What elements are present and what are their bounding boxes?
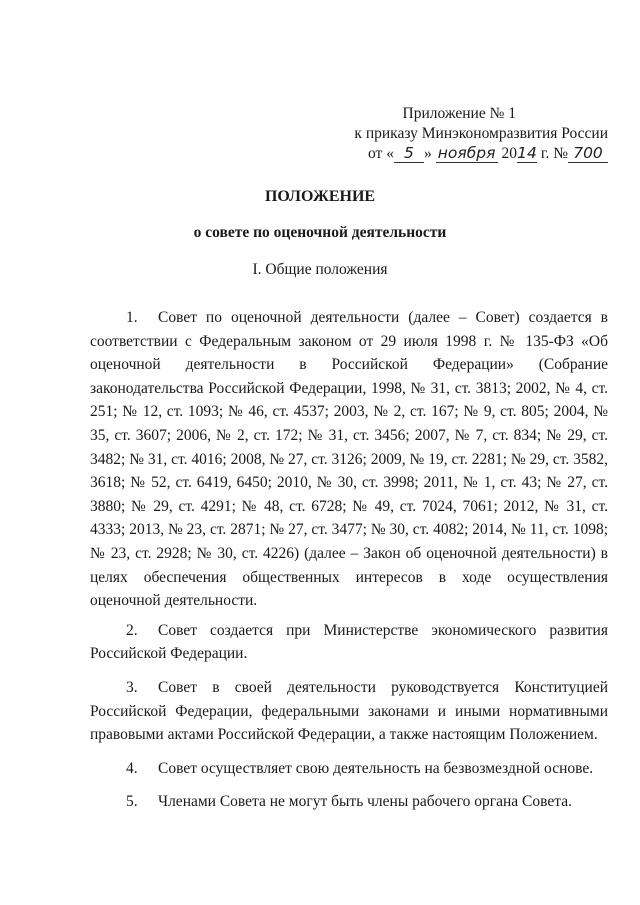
paragraph-1 <box>90 306 608 613</box>
date-prefix: от « <box>368 145 394 162</box>
section-heading: I. Общие положения <box>252 261 388 278</box>
paragraph-number: 1. <box>126 309 138 326</box>
paragraph-text: Совет создается при Министерстве экономического развития Российской Федерации. <box>90 621 608 663</box>
paragraph-text: Совет осуществляет свою деятельность на безвозмездной основе. <box>158 759 594 777</box>
paragraph-4 <box>90 757 608 781</box>
paragraph-2 <box>90 619 608 666</box>
paragraph-number: 5. <box>126 793 138 811</box>
paragraph-5 <box>90 790 608 814</box>
paragraph-number: 4. <box>126 759 138 777</box>
handwritten-day: 5 <box>394 144 424 163</box>
handwritten-month: ноября <box>436 144 498 163</box>
date-mid: » <box>423 145 432 162</box>
paragraph-text: Членами Совета не могут быть члены рабочего органа Совета. <box>158 793 572 811</box>
paragraph-text: Совет по оценочной деятельности (далее – Совет) создается в соответствии с Федеральным законом от 29 июля 1998 г. № 135-ФЗ «Об оценочной деятельности в Российской Федерации» (Собрание законодательства Российской Федерации, 1998, № 31, ст. 3813; 2002, № 4, ст. 251; № 12, ст. 1093; № 46, ст. 4537; 2003, № 2, ст. 167; № 9, ст. 805; 2004, № 35, ст. 3607; 2006, № 2, ст. 172; № 31, ст. 3456; 2007, № 7, ст. 834; № 29, ст. 3482; № 31, ст. 4016; 2008, № 27, ст. 3126; 2009, № 19, ст. 2281; № 29, ст. 3582, 3618; № 52, ст. 6419, 6450; 2010, № 30, ст. 3998; 2011, № 1, ст. 43; № 27, ст. 3880; № 29, ст. 4291; № 48, ст. 6728; № 49, ст. 7024, 7061; 2012, № 31, ст. 4333; 2013, № 23, ст. 2871; № 27, ст. 3477; № 30, ст. 4082; 2014, № 11, ст. 1098; № 23, ст. 2928; № 30, ст. 4226) (далее – Закон об оценочной деятельности) в целях обеспечения общественных интересов в ходе осуществления оценочной деятельности. <box>90 309 608 610</box>
handwritten-order-number: 700 <box>568 144 608 163</box>
appendix-title: Приложение № 1 <box>402 105 516 122</box>
year-prefix: 20 <box>501 145 517 162</box>
paragraph-3 <box>90 676 608 747</box>
handwritten-year: 14 <box>517 144 537 162</box>
paragraph-number: 2. <box>126 621 138 639</box>
document-title: ПОЛОЖЕНИЕ <box>264 188 376 205</box>
paragraph-number: 3. <box>126 678 138 696</box>
appendix-block <box>340 104 608 164</box>
appendix-date-line <box>340 144 608 164</box>
number-prefix: г. № <box>540 145 568 162</box>
paragraph-text: Совет в своей деятельности руководствуется Конституцией Российской Федерации, федеральными законами и иными нормативными правовыми актами Российской Федерации, а также настоящим Положением. <box>90 678 608 744</box>
appendix-order-reference: к приказу Минэкономразвития России <box>354 125 608 142</box>
document-subtitle: о совете по оценочной деятельности <box>193 224 447 241</box>
document-body <box>90 306 608 814</box>
